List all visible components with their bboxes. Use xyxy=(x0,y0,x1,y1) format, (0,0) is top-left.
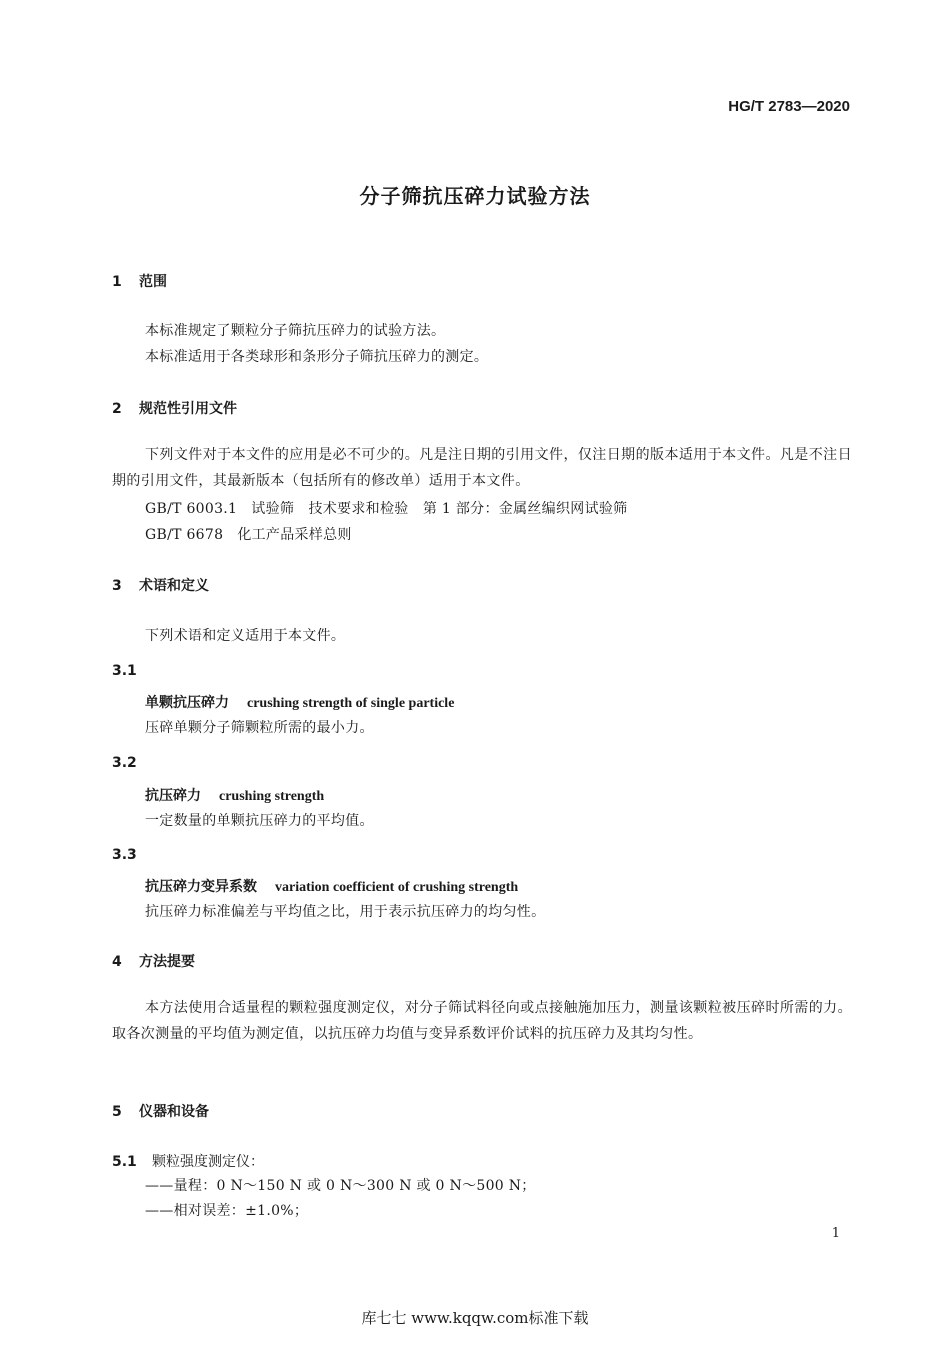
section-title: 仪器和设备 xyxy=(139,1104,209,1120)
subsection-5-1 xyxy=(112,1151,264,1171)
term-title xyxy=(145,692,454,712)
term-zh: 抗压碎力 xyxy=(145,788,201,804)
section-4-heading xyxy=(112,951,195,971)
term-definition: 压碎单颗分子筛颗粒所需的最小力。 xyxy=(145,720,374,736)
term-number: 3.2 xyxy=(112,755,137,771)
page-number: 1 xyxy=(831,1226,840,1241)
paragraph: 本方法使用合适量程的颗粒强度测定仪，对分子筛试料径向或点接触施加压力，测量该颗粒被压碎时所需的力。取各次测量的平均值为测定值，以抗压碎力均值与变异系数评价试料的抗压碎力及其均匀性。 xyxy=(112,1000,852,1042)
term-en: crushing strength of single particle xyxy=(247,696,455,711)
list-item: ——相对误差：±1.0%； xyxy=(145,1203,309,1219)
paragraph: 下列术语和定义适用于本文件。 xyxy=(145,628,346,644)
section-number: 5 xyxy=(112,1104,122,1120)
list-item: ——量程：0 N～150 N 或 0 N～300 N 或 0 N～500 N； xyxy=(145,1178,536,1194)
reference-code: GB/T 6003.1 xyxy=(145,501,238,517)
term-number: 3.3 xyxy=(112,847,137,863)
subsection-title: 颗粒强度测定仪： xyxy=(152,1154,264,1170)
section-title: 方法提要 xyxy=(139,954,195,970)
reference-item xyxy=(145,524,352,544)
standard-code: HG/T 2783—2020 xyxy=(728,98,850,115)
section-title: 术语和定义 xyxy=(139,578,209,594)
section-3-heading xyxy=(112,575,209,595)
section-2-heading xyxy=(112,398,237,418)
paragraph: 本标准适用于各类球形和条形分子筛抗压碎力的测定。 xyxy=(145,349,489,365)
term-number: 3.1 xyxy=(112,663,137,679)
reference-code: GB/T 6678 xyxy=(145,527,224,543)
term-definition: 一定数量的单颗抗压碎力的平均值。 xyxy=(145,813,374,829)
document-title: 分子筛抗压碎力试验方法 xyxy=(359,184,591,208)
subsection-number: 5.1 xyxy=(112,1154,137,1170)
term-title xyxy=(145,876,518,896)
reference-title: 试验筛 技术要求和检验 第 1 部分：金属丝编织网试验筛 xyxy=(251,501,628,517)
section-5-heading xyxy=(112,1101,209,1121)
section-number: 2 xyxy=(112,401,122,417)
term-en: variation coefficient of crushing strength xyxy=(275,880,519,895)
section-title: 范围 xyxy=(139,274,167,290)
term-definition: 抗压碎力标准偏差与平均值之比，用于表示抗压碎力的均匀性。 xyxy=(145,904,546,920)
section-1-heading xyxy=(112,271,167,291)
section-number: 3 xyxy=(112,578,122,594)
reference-title: 化工产品采样总则 xyxy=(237,527,352,543)
term-zh: 抗压碎力变异系数 xyxy=(145,879,257,895)
term-en: crushing strength xyxy=(219,789,325,804)
section-title: 规范性引用文件 xyxy=(139,401,237,417)
paragraph: 本标准规定了颗粒分子筛抗压碎力的试验方法。 xyxy=(145,323,446,339)
term-title xyxy=(145,785,324,805)
term-zh: 单颗抗压碎力 xyxy=(145,695,229,711)
footer-watermark: 库七七 www.kqqw.com标准下载 xyxy=(361,1309,589,1327)
section-number: 4 xyxy=(112,954,122,970)
reference-item xyxy=(145,498,627,518)
section-number: 1 xyxy=(112,274,122,290)
paragraph: 下列文件对于本文件的应用是必不可少的。凡是注日期的引用文件，仅注日期的版本适用于本文件。凡是不注日期的引用文件，其最新版本（包括所有的修改单）适用于本文件。 xyxy=(112,447,852,489)
